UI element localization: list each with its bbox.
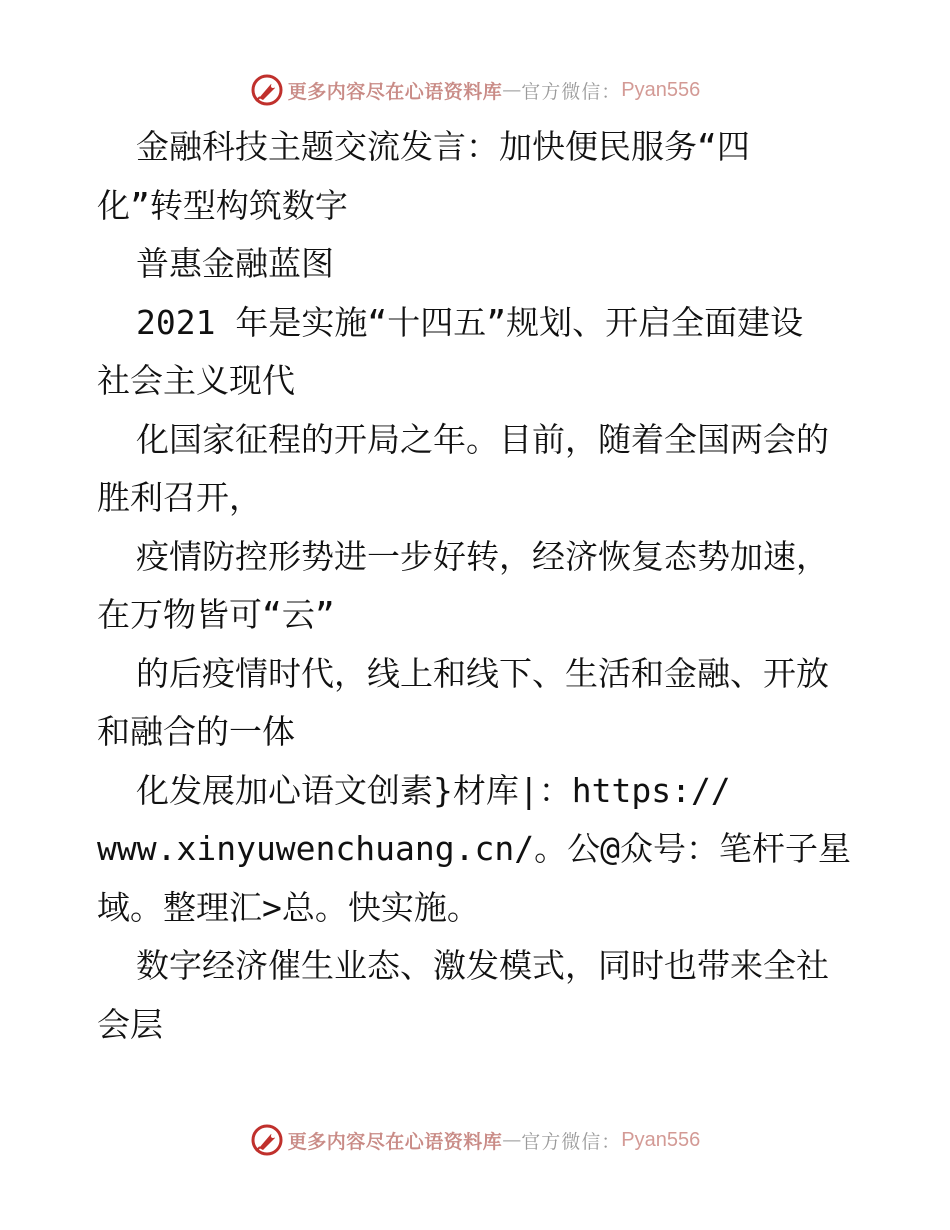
pen-nib-logo-icon: [250, 1123, 284, 1157]
document-line: 普惠金融蓝图: [136, 244, 334, 283]
banner-wechat-id: Pyan556: [621, 78, 701, 101]
document-line: 疫情防控形势进一步好转，经济恢复态势加速，: [136, 536, 829, 576]
banner-library-text: 更多内容尽在心语资料库: [287, 1130, 503, 1153]
document-line: 数字经济催生业态、激发模式，同时也带来全社: [136, 946, 829, 985]
document-line: 和融合的一体: [97, 712, 295, 751]
banner-wechat-id: Pyan556: [621, 1128, 701, 1151]
document-line: 域。整理汇>总。快实施。: [97, 887, 480, 927]
footer-watermark-banner: [0, 1120, 950, 1160]
banner-separator: —: [502, 1129, 522, 1151]
document-line: 社会主义现代: [97, 361, 295, 400]
document-line: 化发展加心语文创素}材库|：https://: [136, 770, 731, 810]
document-line: 金融科技主题交流发言：加快便民服务“四: [136, 127, 750, 166]
banner-wechat-label: 官方微信：: [521, 1130, 622, 1153]
document-line: 的后疫情时代，线上和线下、生活和金融、开放: [136, 653, 829, 693]
banner-library-text: 更多内容尽在心语资料库: [287, 80, 503, 103]
document-line: 化国家征程的开局之年。目前，随着全国两会的: [136, 419, 829, 459]
banner-separator: —: [502, 79, 522, 101]
document-line: 在万物皆可“云”: [97, 595, 335, 634]
header-watermark-banner: [0, 70, 950, 110]
document-line: 胜利召开，: [97, 478, 262, 517]
document-line: 化”转型构筑数字: [97, 185, 348, 225]
banner-wechat-label: 官方微信：: [521, 80, 622, 103]
document-line: www.xinyuwenchuang.cn/。公@众号：笔杆子星: [97, 829, 851, 868]
document-body: [97, 118, 857, 1054]
document-line: 会层: [97, 1004, 163, 1044]
pen-nib-logo-icon: [250, 73, 284, 107]
document-line: 2021 年是实施“十四五”规划、开启全面建设: [136, 302, 804, 342]
